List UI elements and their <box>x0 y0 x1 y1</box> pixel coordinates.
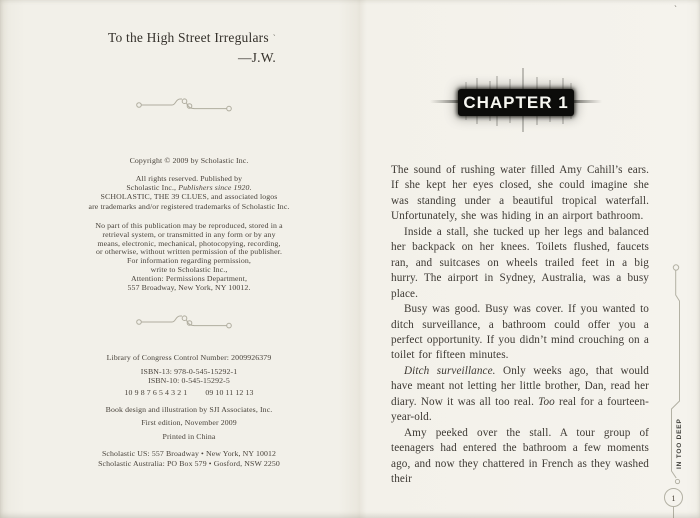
dedication-line: To the High Street Irregulars ˋ <box>107 30 276 45</box>
text-segment: real for a fourteen-year-old. <box>391 395 649 424</box>
text-line <box>14 174 364 183</box>
design-credit-line: Book design and illustration by SJI Associates, Inc. <box>105 405 273 414</box>
italic-text: Publishers since 1920. <box>178 183 252 193</box>
text-line <box>14 183 364 192</box>
text-line: For information regarding permission, <box>127 256 251 266</box>
text-line: Attention: Permissions Department, <box>130 273 248 283</box>
publisher-addresses <box>14 449 364 468</box>
text-segment: are trademarks and/or registered trademarks of Scholastic Inc. <box>88 201 290 211</box>
paragraph <box>391 302 649 364</box>
text-line: No part of this publication may be reproduced, stored in a <box>95 221 283 230</box>
stray-mark-right: ˋ <box>674 4 677 14</box>
italic-text: Ditch surveillance. <box>404 364 496 377</box>
text-segment: Busy was good. Busy was cover. If you wanted to ditch surveillance, a bathroom could offer you a perfect opportunity. If you didn’t mind crouching on a toilet for fifteen minutes. <box>391 303 649 362</box>
text-line: ISBN-13: 978-0-545-15292-1 <box>140 367 238 376</box>
banner-glow-tail-right <box>574 100 602 103</box>
circuit-divider-ornament <box>136 95 232 115</box>
paragraph <box>391 163 649 225</box>
circuit-divider-ornament <box>136 312 232 332</box>
copyright-line: Copyright © 2009 by Scholastic Inc. <box>129 156 249 165</box>
body-text <box>391 163 649 488</box>
text-segment: Inside a stall, she tucked up her legs and balanced her backpack on her knees. Toilets flushed, faucets ran, and suitcases on wheels trailed feet in a big hurry. The airport in Sydney, Australia, was a busy place. <box>391 225 649 300</box>
stray-mark-left: ˋ <box>272 33 276 43</box>
text-line <box>14 192 364 201</box>
paragraph <box>391 426 649 488</box>
print-run-line <box>14 389 364 398</box>
text-segment: All rights reserved. Published by <box>135 174 243 183</box>
text-line: or otherwise, without written permission of the publisher. <box>95 247 283 257</box>
text-line: write to Scholastic Inc., <box>150 264 228 274</box>
chapter-banner-label: CHAPTER 1 <box>463 92 569 112</box>
text-segment: The sound of rushing water filled Amy Cahill’s ears. If she kept her eyes closed, she could imagine she was standing under a beautiful tropical waterfall. Unfortunately, she was hiding in an airport bathroom. <box>391 164 649 223</box>
dedication <box>108 29 276 66</box>
paragraph <box>391 225 649 302</box>
spine-circuit-line <box>660 255 700 518</box>
spine-title: IN TOO DEEP <box>676 418 683 470</box>
loc-line: Library of Congress Control Number: 2009926379 <box>106 353 272 362</box>
permission-block <box>14 222 364 292</box>
print-run-numbers: 10 9 8 7 6 5 4 3 2 1 <box>124 388 188 397</box>
text-segment: Only weeks ago, that would have meant not letting her little brother, Dan, read her diary. Now it was all too real. <box>391 364 649 408</box>
printed-line: Printed in China <box>162 432 216 441</box>
page-number: 1 <box>671 493 676 503</box>
italic-text: Too <box>538 395 555 408</box>
rights-block <box>14 174 364 211</box>
text-segment: Scholastic Inc., <box>126 183 179 193</box>
text-line: Scholastic Australia: PO Box 579 • Gosford, NSW 2250 <box>98 458 280 468</box>
chapter-banner <box>458 89 574 116</box>
text-line <box>14 202 364 211</box>
text-line: Scholastic US: 557 Broadway • New York, NY 10012 <box>101 449 277 458</box>
text-line: 557 Broadway, New York, NY 10012. <box>127 282 251 292</box>
banner-glow-tail-left <box>430 100 458 103</box>
dedication-signature: —J.W. <box>237 49 276 65</box>
text-line: ISBN-10: 0-545-15292-5 <box>148 376 230 386</box>
print-run-years: 09 10 11 12 13 <box>205 388 254 397</box>
right-page <box>360 0 700 518</box>
paragraph <box>391 364 649 426</box>
text-line: retrieval system, or transmitted in any form or by any <box>102 229 276 239</box>
text-segment: Amy peeked over the stall. A tour group of teenagers had entered the bathroom a few moments ago, and now they chattered in French as they washed their <box>391 426 649 486</box>
edition-line: First edition, November 2009 <box>141 418 237 427</box>
text-segment: SCHOLASTIC, THE 39 CLUES, and associated logos <box>100 192 278 202</box>
text-line: means, electronic, mechanical, photocopying, recording, <box>97 238 281 248</box>
isbn-block <box>14 367 364 385</box>
